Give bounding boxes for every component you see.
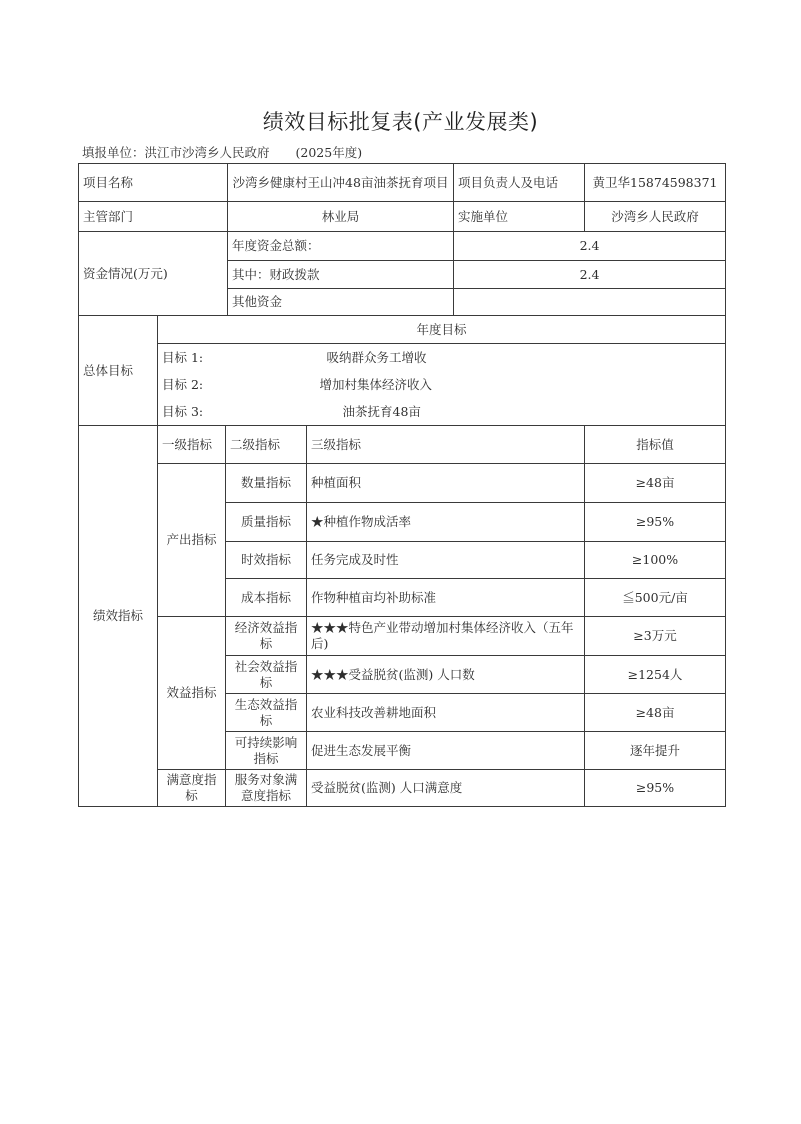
level3-header: 三级指标 (307, 426, 585, 464)
indicator-value: ≥95% (585, 770, 726, 807)
funding-item-value: 2.4 (454, 232, 726, 261)
level3-indicator: 农业科技改善耕地面积 (307, 694, 585, 732)
level1-indicator: 产出指标 (158, 464, 226, 617)
level3-indicator: 受益脱贫(监测) 人口满意度 (307, 770, 585, 807)
indicator-value: ≥1254人 (585, 656, 726, 694)
goal-row (79, 344, 726, 372)
indicator-row (79, 464, 726, 503)
indicator-value: ≥3万元 (585, 617, 726, 656)
performance-label: 绩效指标 (79, 426, 158, 807)
report-year: (2025年度) (295, 145, 363, 160)
indicator-value: ≥48亩 (585, 694, 726, 732)
level2-indicator: 服务对象满意度指标 (226, 770, 307, 807)
funding-row (79, 232, 726, 261)
funding-item-label: 年度资金总额： (228, 232, 454, 261)
level3-indicator: 作物种植亩均补助标准 (307, 579, 585, 617)
value-header: 指标值 (585, 426, 726, 464)
level3-indicator: 促进生态发展平衡 (307, 732, 585, 770)
goal-label: 目标 2: (158, 372, 307, 399)
goal-value: 油茶抚育48亩 (307, 399, 726, 426)
department-label: 主管部门 (79, 202, 228, 232)
funding-item-label: 其他资金 (228, 289, 454, 316)
level1-header: 一级指标 (158, 426, 226, 464)
funding-item-value (454, 289, 726, 316)
goal-value: 增加村集体经济收入 (307, 372, 726, 399)
goal-label: 目标 1: (158, 344, 307, 372)
overall-goals-header-row (79, 316, 726, 344)
indicator-value: ≥100% (585, 542, 726, 579)
goal-label: 目标 3: (158, 399, 307, 426)
level1-indicator: 效益指标 (158, 617, 226, 770)
project-name-label: 项目名称 (79, 164, 228, 202)
performance-header-row (79, 426, 726, 464)
overall-goals-label: 总体目标 (79, 316, 158, 426)
level3-indicator: 任务完成及时性 (307, 542, 585, 579)
level3-indicator: ★★★特色产业带动增加村集体经济收入（五年后) (307, 617, 585, 656)
indicator-value: ≥95% (585, 503, 726, 542)
project-name-row (79, 164, 726, 202)
level2-indicator: 社会效益指标 (226, 656, 307, 694)
department-value: 林业局 (228, 202, 454, 232)
level3-indicator: 种植面积 (307, 464, 585, 503)
performance-target-table (78, 163, 726, 807)
level1-indicator: 满意度指标 (158, 770, 226, 807)
level3-indicator: ★★★受益脱贫(监测) 人口数 (307, 656, 585, 694)
goal-value: 吸纳群众务工增收 (307, 344, 726, 372)
goal-row (79, 399, 726, 426)
project-owner-label: 项目负责人及电话 (454, 164, 585, 202)
filing-unit: 填报单位：洪江市沙湾乡人民政府 (82, 145, 270, 160)
funding-label: 资金情况(万元) (79, 232, 228, 316)
document-title: 绩效目标批复表(产业发展类) (262, 110, 539, 134)
indicator-row (79, 770, 726, 807)
level2-indicator: 经济效益指标 (226, 617, 307, 656)
indicator-row (79, 617, 726, 656)
department-row (79, 202, 726, 232)
level2-indicator: 时效指标 (226, 542, 307, 579)
funding-item-value: 2.4 (454, 261, 726, 289)
level2-indicator: 数量指标 (226, 464, 307, 503)
level2-header: 二级指标 (226, 426, 307, 464)
indicator-value: 逐年提升 (585, 732, 726, 770)
level2-indicator: 可持续影响指标 (226, 732, 307, 770)
project-name-value: 沙湾乡健康村王山冲48亩油茶抚育项目 (228, 164, 454, 202)
level2-indicator: 成本指标 (226, 579, 307, 617)
indicator-value: ≦500元/亩 (585, 579, 726, 617)
indicator-value: ≥48亩 (585, 464, 726, 503)
goal-row (79, 372, 726, 399)
project-owner-value: 黄卫华15874598371 (585, 164, 726, 202)
filing-info (82, 143, 362, 161)
implementing-unit-value: 沙湾乡人民政府 (585, 202, 726, 232)
annual-goals-header: 年度目标 (158, 316, 726, 344)
funding-item-label: 其中：财政拨款 (228, 261, 454, 289)
level3-indicator: ★种植作物成活率 (307, 503, 585, 542)
level2-indicator: 生态效益指标 (226, 694, 307, 732)
level2-indicator: 质量指标 (226, 503, 307, 542)
implementing-unit-label: 实施单位 (454, 202, 585, 232)
